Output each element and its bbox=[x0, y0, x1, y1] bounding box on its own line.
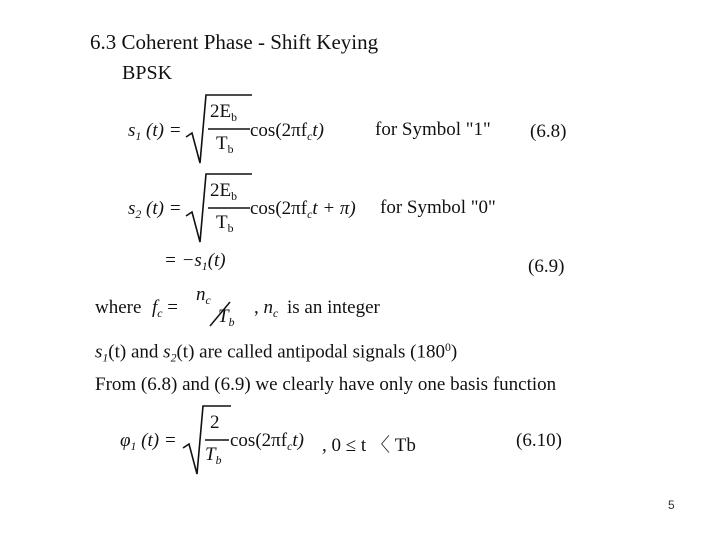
eq2-denominator: $T_b$ bbox=[216, 212, 234, 236]
eq3-expression: = $-s_1(t)$ bbox=[164, 250, 226, 274]
where-tail: is an integer bbox=[287, 297, 380, 318]
eq2-lhs: $s_2$ (t) = bbox=[128, 198, 182, 222]
eq3-number: (6.9) bbox=[528, 256, 565, 277]
page-number: 5 bbox=[668, 498, 675, 512]
eq2-rhs: $\cos(2\pi f_ct + \pi)$ bbox=[250, 198, 356, 222]
eq1-number: (6.8) bbox=[530, 121, 567, 142]
eq4-lhs: $\varphi_1$ (t) = bbox=[120, 430, 177, 454]
eq2-radical bbox=[186, 172, 252, 244]
where-word: where bbox=[95, 297, 142, 318]
eq1-lhs: $s_1$ (t) = bbox=[128, 120, 182, 144]
eq4-numerator: 2 bbox=[210, 412, 220, 433]
eq1-condition: for Symbol "1" bbox=[375, 119, 491, 140]
where-tb-denominator: $T_b$ bbox=[218, 306, 235, 330]
eq1-rhs: $\cos(2\pi f_ct)$ bbox=[250, 120, 324, 144]
antipodal-line: $s_1(t)$ and $s_2(t)$ are called antipodal signals $(180^0)$ bbox=[95, 341, 458, 365]
eq4-rhs: $\cos(2\pi f_ct)$ bbox=[230, 430, 304, 454]
basis-function-line: From (6.8) and (6.9) we clearly have only one basis function bbox=[95, 374, 557, 395]
eq1-denominator: $T_b$ bbox=[216, 133, 234, 157]
eq2-numerator: $2E_b$ bbox=[210, 180, 237, 204]
eq4-denominator: $T_b$ bbox=[205, 444, 222, 468]
subtitle-bpsk: BPSK bbox=[122, 62, 173, 84]
eq4-range: , 0 ≤ t 〈 Tb bbox=[322, 435, 416, 456]
eq2-condition: for Symbol "0" bbox=[380, 197, 496, 218]
where-fc: $f_c$ = bbox=[152, 297, 178, 321]
eq4-number: (6.10) bbox=[516, 430, 562, 451]
section-title: 6.3 Coherent Phase - Shift Keying bbox=[90, 30, 379, 54]
eq4-radical bbox=[183, 404, 231, 476]
eq1-radical bbox=[186, 93, 252, 165]
where-nc-numerator: $n_c$ bbox=[196, 284, 211, 308]
eq1-numerator: $2E_b$ bbox=[210, 101, 237, 125]
where-nc: , $n_c$ bbox=[254, 297, 279, 321]
